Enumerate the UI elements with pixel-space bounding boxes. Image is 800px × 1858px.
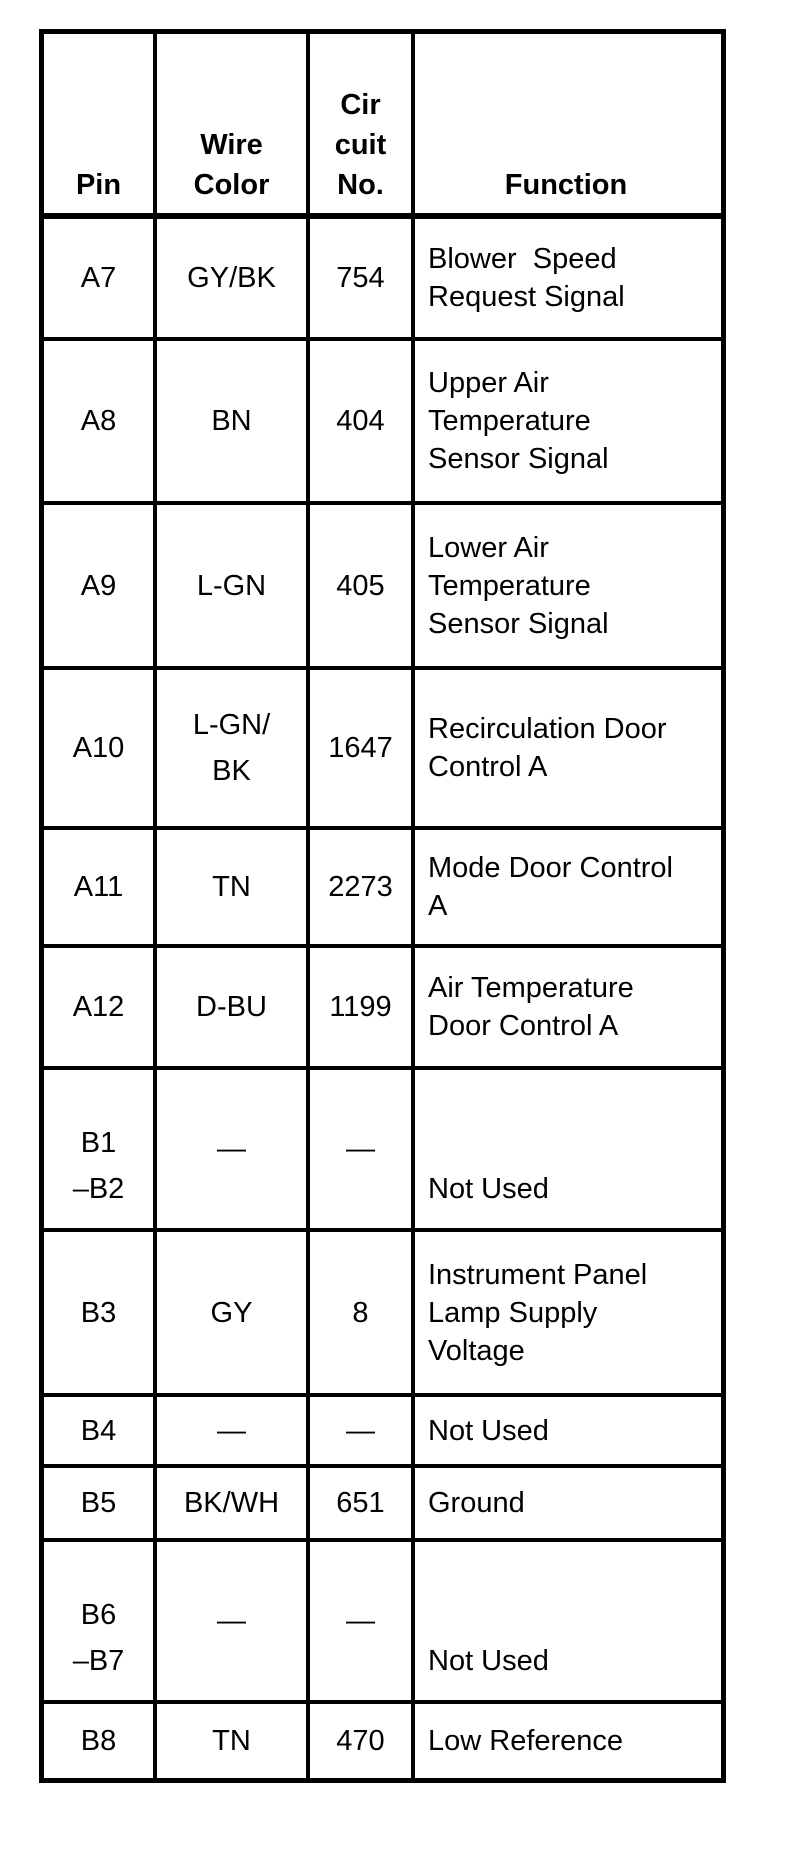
table-header-row xyxy=(44,34,721,219)
circuit-no-cell: — xyxy=(310,1070,415,1228)
function-cell: Not Used xyxy=(428,1414,549,1447)
circuit-no-cell: 2273 xyxy=(310,830,415,944)
pin-cell: A9 xyxy=(44,505,157,666)
table-row xyxy=(44,830,721,948)
circuit-no-cell: 404 xyxy=(310,341,415,501)
pin-cell: A12 xyxy=(44,948,157,1066)
circuit-no-cell: 470 xyxy=(310,1704,415,1778)
circuit-no-cell: — xyxy=(310,1542,415,1700)
function-cell: Mode Door Control A xyxy=(428,852,673,922)
table-row xyxy=(44,948,721,1070)
table-row xyxy=(44,670,721,830)
function-cell: Not Used xyxy=(428,1645,549,1677)
wire-color-cell: L-GN/ BK xyxy=(157,670,310,826)
pin-cell: B1 –B2 xyxy=(44,1070,157,1228)
pin-cell: B4 xyxy=(44,1397,157,1464)
wire-color-cell: GY xyxy=(157,1232,310,1393)
pin-cell: A10 xyxy=(44,670,157,826)
circuit-no-cell: 1647 xyxy=(310,670,415,826)
table-row xyxy=(44,1468,721,1542)
header-function: Function xyxy=(504,169,628,201)
header-circuit-no: Cir cuit No. xyxy=(310,34,415,213)
pin-cell: A8 xyxy=(44,341,157,501)
header-wire-color: Wire Color xyxy=(157,34,310,213)
function-cell: Recirculation Door Control A xyxy=(428,713,667,783)
circuit-no-cell: 405 xyxy=(310,505,415,666)
circuit-no-cell: 754 xyxy=(310,219,415,337)
function-cell: Lower Air Temperature Sensor Signal xyxy=(428,531,609,640)
wire-color-cell: — xyxy=(157,1070,310,1228)
wire-color-cell: D-BU xyxy=(157,948,310,1066)
wire-color-cell: — xyxy=(157,1397,310,1464)
function-cell: Ground xyxy=(428,1487,525,1519)
function-cell: Low Reference xyxy=(428,1725,624,1757)
table-row xyxy=(44,219,721,341)
function-cell: Instrument Panel Lamp Supply Voltage xyxy=(428,1258,648,1367)
pin-cell: A11 xyxy=(44,830,157,944)
pin-cell: B8 xyxy=(44,1704,157,1778)
function-cell: Air Temperature Door Control A xyxy=(428,972,634,1042)
wire-color-cell: — xyxy=(157,1542,310,1700)
circuit-no-cell: 1199 xyxy=(310,948,415,1066)
table-row xyxy=(44,1070,721,1232)
table-row xyxy=(44,1542,721,1704)
pin-cell: B3 xyxy=(44,1232,157,1393)
wire-color-cell: BN xyxy=(157,341,310,501)
function-cell: Not Used xyxy=(428,1173,549,1205)
pin-function-table xyxy=(39,29,726,1783)
header-pin: Pin xyxy=(44,34,157,213)
circuit-no-cell: 8 xyxy=(310,1232,415,1393)
table-row xyxy=(44,505,721,670)
wire-color-cell: GY/BK xyxy=(157,219,310,337)
table-row xyxy=(44,1397,721,1468)
table-row xyxy=(44,1704,721,1778)
pin-cell: A7 xyxy=(44,219,157,337)
wire-color-cell: L-GN xyxy=(157,505,310,666)
circuit-no-cell: 651 xyxy=(310,1468,415,1538)
table-row xyxy=(44,1232,721,1397)
table-row xyxy=(44,341,721,505)
function-cell: Upper Air Temperature Sensor Signal xyxy=(428,367,609,475)
wire-color-cell: TN xyxy=(157,830,310,944)
wire-color-cell: TN xyxy=(157,1704,310,1778)
pin-cell: B5 xyxy=(44,1468,157,1538)
wire-color-cell: BK/WH xyxy=(157,1468,310,1538)
circuit-no-cell: — xyxy=(310,1397,415,1464)
function-cell: Blower Speed Request Signal xyxy=(428,243,625,313)
pin-cell: B6 –B7 xyxy=(44,1542,157,1700)
